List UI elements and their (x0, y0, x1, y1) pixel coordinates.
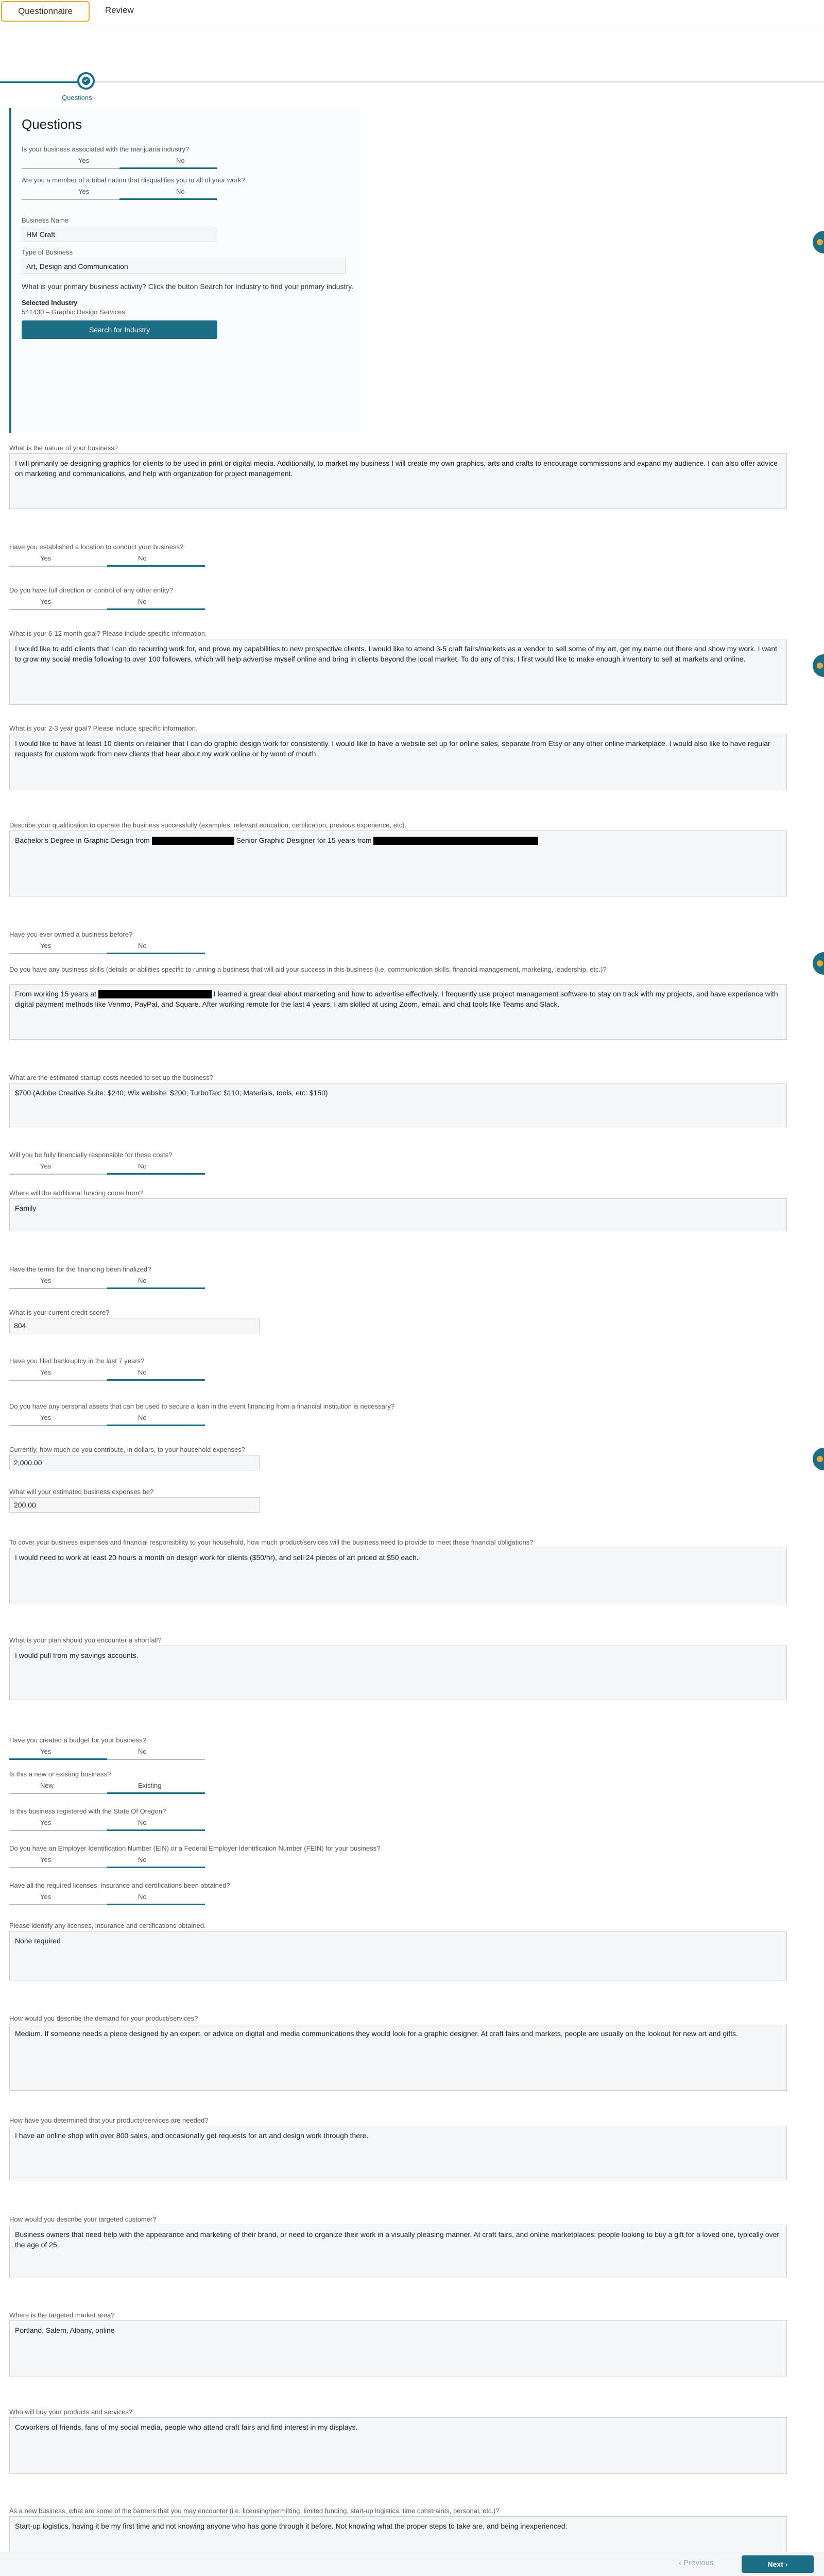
option-no[interactable]: No (138, 1162, 147, 1170)
yes-no-toggle[interactable] (9, 1160, 205, 1175)
option-no[interactable]: No (138, 942, 147, 950)
selected-indicator (107, 953, 205, 954)
question-label: Please identify any licenses, insurance and certifications obtained. (9, 1922, 206, 1929)
option-yes[interactable]: Yes (40, 1277, 52, 1284)
question-label: To cover your business expenses and financial responsibility to your household, how much product/services will the business need to provide to meet these financial obligations? (9, 1538, 534, 1546)
option-no[interactable]: No (138, 598, 147, 605)
option-no[interactable]: No (176, 188, 185, 195)
business-expenses-field[interactable]: 200.00 (9, 1497, 260, 1513)
yes-no-toggle[interactable] (9, 1854, 205, 1868)
option-yes[interactable]: Yes (40, 1819, 52, 1826)
tab-questionnaire[interactable]: Questionnaire (1, 1, 90, 22)
option-no[interactable]: No (138, 554, 147, 562)
selected-industry-value: 541430 – Graphic Design Services (22, 308, 125, 316)
question-label: Who will buy your products and services? (9, 2408, 133, 2416)
question-label: Do you have any business skills (details or abilities specific to running a business that will aid your success in this business (i.e. communication skills, financial management, marketing, leadership, etc.)? (9, 965, 607, 973)
question-label: Have you ever owned a business before? (9, 930, 133, 938)
option-existing[interactable]: Existing (138, 1782, 162, 1789)
credit-score-field[interactable]: 804 (9, 1318, 260, 1333)
answer-2-3-year-goal[interactable]: I would like to have at least 10 clients on retainer that I can do graphic design work for consistently. I would like to have a website set up for online sales, separate from Etsy or any other online marketplace. I would also like to have regular requests for custom work from new clients that hear about my work online or by word of mouth. (9, 734, 787, 790)
option-yes[interactable]: Yes (40, 1162, 52, 1170)
skills-intro: From working 15 years at (15, 990, 96, 998)
side-help-tab[interactable] (813, 952, 824, 975)
answer-barriers[interactable]: Start-up logistics, having it be my first time and not knowing anyone who has gone through it before. Not knowing what the proper steps to take are, and being inexperienced. (9, 2516, 787, 2571)
business-type-label: Type of Business (22, 248, 73, 256)
option-yes[interactable]: Yes (40, 1893, 52, 1901)
answer-target-customer[interactable]: Business owners that need help with the appearance and marketing of their brand, or need to organize their work in a visually pleasing manner. At craft fairs, and online marketplaces: people looking to buy a gift for a loved one, typically over the age of 25. (9, 2225, 787, 2278)
bottom-nav-bar (0, 2552, 824, 2576)
side-help-tab[interactable] (813, 654, 824, 677)
question-label: What are the estimated startup costs needed to set up the business? (9, 1074, 214, 1081)
option-no[interactable]: No (138, 1414, 147, 1421)
selected-indicator (107, 565, 205, 567)
option-yes[interactable]: Yes (78, 157, 90, 164)
question-label: Describe your qualification to operate the business successfully (examples: relevant education, certification, previous experience, etc). (9, 821, 407, 829)
search-industry-button[interactable]: Search for Industry (22, 320, 217, 339)
question-label: Have you created a budget for your business? (9, 1736, 146, 1744)
yes-no-toggle[interactable] (22, 185, 217, 200)
question-label: Is your business associated with the marijuana industry? (22, 145, 190, 153)
household-contribution-field[interactable]: 2,000.00 (9, 1455, 260, 1470)
step-questions-label: Questions (62, 94, 92, 101)
question-label: Have you established a location to conduct your business? (9, 543, 184, 551)
answer-market-area[interactable]: Portland, Salem, Albany, online (9, 2320, 787, 2377)
business-type-field[interactable]: Art, Design and Communication (22, 259, 346, 274)
chevron-right-icon: › (785, 2560, 788, 2568)
selected-indicator (107, 1792, 205, 1794)
option-no[interactable]: No (138, 1748, 147, 1755)
answer-licenses[interactable]: None required (9, 1931, 787, 1980)
question-label: What will your estimated business expenses be? (9, 1488, 154, 1496)
question-label: Have you filed bankruptcy in the last 7 years? (9, 1357, 145, 1365)
qualification-degree: Bachelor's Degree in Graphic Design from (15, 836, 150, 844)
question-label: Where is the targeted market area? (9, 2311, 115, 2319)
answer-buyers[interactable]: Coworkers of friends, fans of my social media, people who attend craft fairs and find interest in my displays. (9, 2417, 787, 2474)
help-icon (817, 239, 823, 245)
side-help-tab[interactable] (813, 1448, 824, 1470)
yes-no-toggle[interactable] (9, 1745, 205, 1760)
option-no[interactable]: No (138, 1277, 147, 1284)
question-label: Currently, how much do you contribute, in dollars, to your household expenses? (9, 1446, 245, 1453)
question-label: What is the nature of your business? (9, 444, 118, 452)
selected-indicator (107, 1425, 205, 1426)
page-title: Questions (22, 116, 82, 132)
qualification-experience: Senior Graphic Designer for 15 years from (236, 836, 372, 844)
answer-startup-costs[interactable]: $700 (Adobe Creative Suite: $240; Wix website: $200; TurboTax: $110; Materials, tools, etc: $150) (9, 1083, 787, 1127)
question-label: Where will the additional funding come from? (9, 1189, 143, 1197)
selected-indicator (107, 1173, 205, 1175)
yes-no-toggle[interactable] (9, 1275, 205, 1289)
previous-button[interactable]: ‹ Previous (679, 2558, 714, 2567)
question-label: Do you have an Employer Identification Number (EIN) or a Federal Employer Identification Number (FEIN) for your business? (9, 1844, 381, 1852)
top-tab-bar (0, 0, 824, 25)
selected-indicator (107, 1904, 205, 1905)
option-no[interactable]: No (138, 1368, 147, 1376)
question-label: Will you be fully financially responsible for these costs? (9, 1151, 173, 1159)
question-label: Have the terms for the financing been finalized? (9, 1265, 151, 1273)
selected-indicator (119, 167, 217, 169)
option-no[interactable]: No (138, 1819, 147, 1826)
help-icon (817, 960, 823, 967)
redacted-block (152, 837, 234, 845)
answer-demand[interactable]: Medium. If someone needs a piece designed by an expert, or advice on digital and media communications they would look for a graphic designer. At craft fairs and markets, people are usually on the lookout for new art and gifts. (9, 2024, 787, 2091)
option-yes[interactable]: Yes (40, 1856, 52, 1863)
new-existing-toggle[interactable] (9, 1780, 205, 1794)
redacted-block (98, 990, 212, 998)
option-yes[interactable]: Yes (40, 1414, 52, 1421)
yes-no-toggle[interactable] (9, 940, 205, 954)
option-yes[interactable]: Yes (40, 1368, 52, 1376)
answer-nature-of-business[interactable]: I will primarily be designing graphics for clients to be used in print or digital media. Additionally, to market my business I will create my own graphics, arts and crafts to encourage commissions and expand my audience. I can also offer advice on marketing and communications, and help with organization for project management. (9, 453, 787, 509)
selected-indicator (107, 1287, 205, 1289)
option-no[interactable]: No (176, 157, 185, 164)
option-yes[interactable]: Yes (40, 554, 52, 562)
question-label: What is your 2-3 year goal? Please include specific information. (9, 724, 198, 732)
step-questions-marker[interactable] (77, 72, 95, 90)
question-label: What is your current credit score? (9, 1309, 110, 1316)
side-help-tab[interactable] (813, 231, 824, 253)
selected-indicator (119, 198, 217, 200)
selected-indicator (107, 1867, 205, 1868)
help-icon (817, 663, 823, 669)
answer-business-skills[interactable] (9, 984, 787, 1040)
question-label: What is your plan should you encounter a shortfall? (9, 1636, 162, 1644)
question-label: As a new business, what are some of the barriers that you may encounter (i.e. licensing/permitting, limited funding, start-up logistics, time constraints, personal, etc.)? (9, 2507, 500, 2515)
selected-industry-label: Selected Industry (22, 299, 78, 307)
answer-financial-obligations[interactable]: I would need to work at least 20 hours a month on design work for clients ($50/hr), and sell 24 pieces of art priced at $50 each. (9, 1548, 787, 1604)
selected-indicator (9, 1758, 107, 1760)
answer-additional-funding[interactable]: Family (9, 1198, 787, 1231)
question-label: Are you a member of a tribal nation that disqualifies you to all of your work? (22, 176, 245, 184)
yes-no-toggle[interactable] (9, 1817, 205, 1831)
answer-6-12-month-goal[interactable]: I would like to add clients that I can do recurring work for, and prove my capabilities to new prospective clients. I would like to attend 3-5 craft fairs/markets as a vendor to sell some of my art, get my name out there and show my work. I want to grow my social media following to over 100 followers, which will help advertise myself online and bring in clients beyond the local market. To do any of this, I first would like to make enough inventory to sell at markets and online. (9, 639, 787, 705)
selected-indicator (107, 1379, 205, 1381)
answer-shortfall-plan[interactable]: I would pull from my savings accounts. (9, 1646, 787, 1700)
next-label: Next (767, 2560, 783, 2568)
selected-indicator (107, 608, 205, 610)
redacted-block (373, 837, 538, 845)
question-label: Is this business registered with the State Of Oregon? (9, 1807, 166, 1815)
option-yes[interactable]: Yes (78, 188, 90, 195)
check-icon: ✔ (82, 77, 90, 85)
selected-indicator (107, 1829, 205, 1831)
option-yes[interactable]: Yes (40, 1748, 52, 1755)
tab-review[interactable]: Review (105, 5, 134, 15)
question-label: Have all the required licenses, insurance and certifications been obtained? (9, 1882, 230, 1889)
question-label: How would you describe the demand for your product/services? (9, 2014, 198, 2022)
progress-stepper (0, 25, 824, 101)
yes-no-toggle[interactable] (9, 1366, 205, 1381)
next-button[interactable] (742, 2555, 814, 2573)
option-no[interactable]: No (138, 1893, 147, 1901)
skills-detail: I learned a great deal about marketing and how to advertise effectively. I frequently use project management software to stay on track with my projects, and have experience with digital payment methods like Venmo, PayPal, and Square. After working remote for the last 4 years, I am skilled at using Zoom, email, and chat tools like Teams and Slack. (15, 990, 778, 1008)
activity-question: What is your primary business activity? Click the button Search for Industry to find your primary industry. (22, 282, 353, 291)
option-yes[interactable]: Yes (40, 942, 52, 950)
question-label: How have you determined that your products/services are needed? (9, 2116, 209, 2124)
option-yes[interactable]: Yes (40, 598, 52, 605)
stepper-track (0, 81, 824, 82)
business-name-label: Business Name (22, 216, 69, 224)
option-new[interactable]: New (40, 1782, 54, 1789)
question-label: Do you have any personal assets that can be used to secure a loan in the event financing from a financial institution is necessary? (9, 1402, 394, 1410)
question-label: How would you describe your targeted customer? (9, 2215, 157, 2223)
question-label: Do you have full direction or control of any other entity? (9, 586, 173, 594)
question-label: Is this a new or existing business? (9, 1770, 111, 1778)
yes-no-toggle[interactable] (9, 1412, 205, 1426)
answer-qualifications[interactable] (9, 831, 787, 896)
yes-no-toggle[interactable] (9, 552, 205, 567)
yes-no-toggle[interactable] (9, 1891, 205, 1905)
help-icon (817, 1456, 823, 1462)
yes-no-toggle[interactable] (9, 596, 205, 610)
option-no[interactable]: No (138, 1856, 147, 1863)
question-label: What is your 6-12 month goal? Please include specific information. (9, 630, 207, 637)
business-name-field[interactable]: HM Craft (22, 227, 217, 242)
yes-no-toggle[interactable] (22, 155, 217, 169)
answer-need-determined[interactable]: I have an online shop with over 800 sales, and occasionally get requests for art and design work through there. (9, 2126, 787, 2180)
